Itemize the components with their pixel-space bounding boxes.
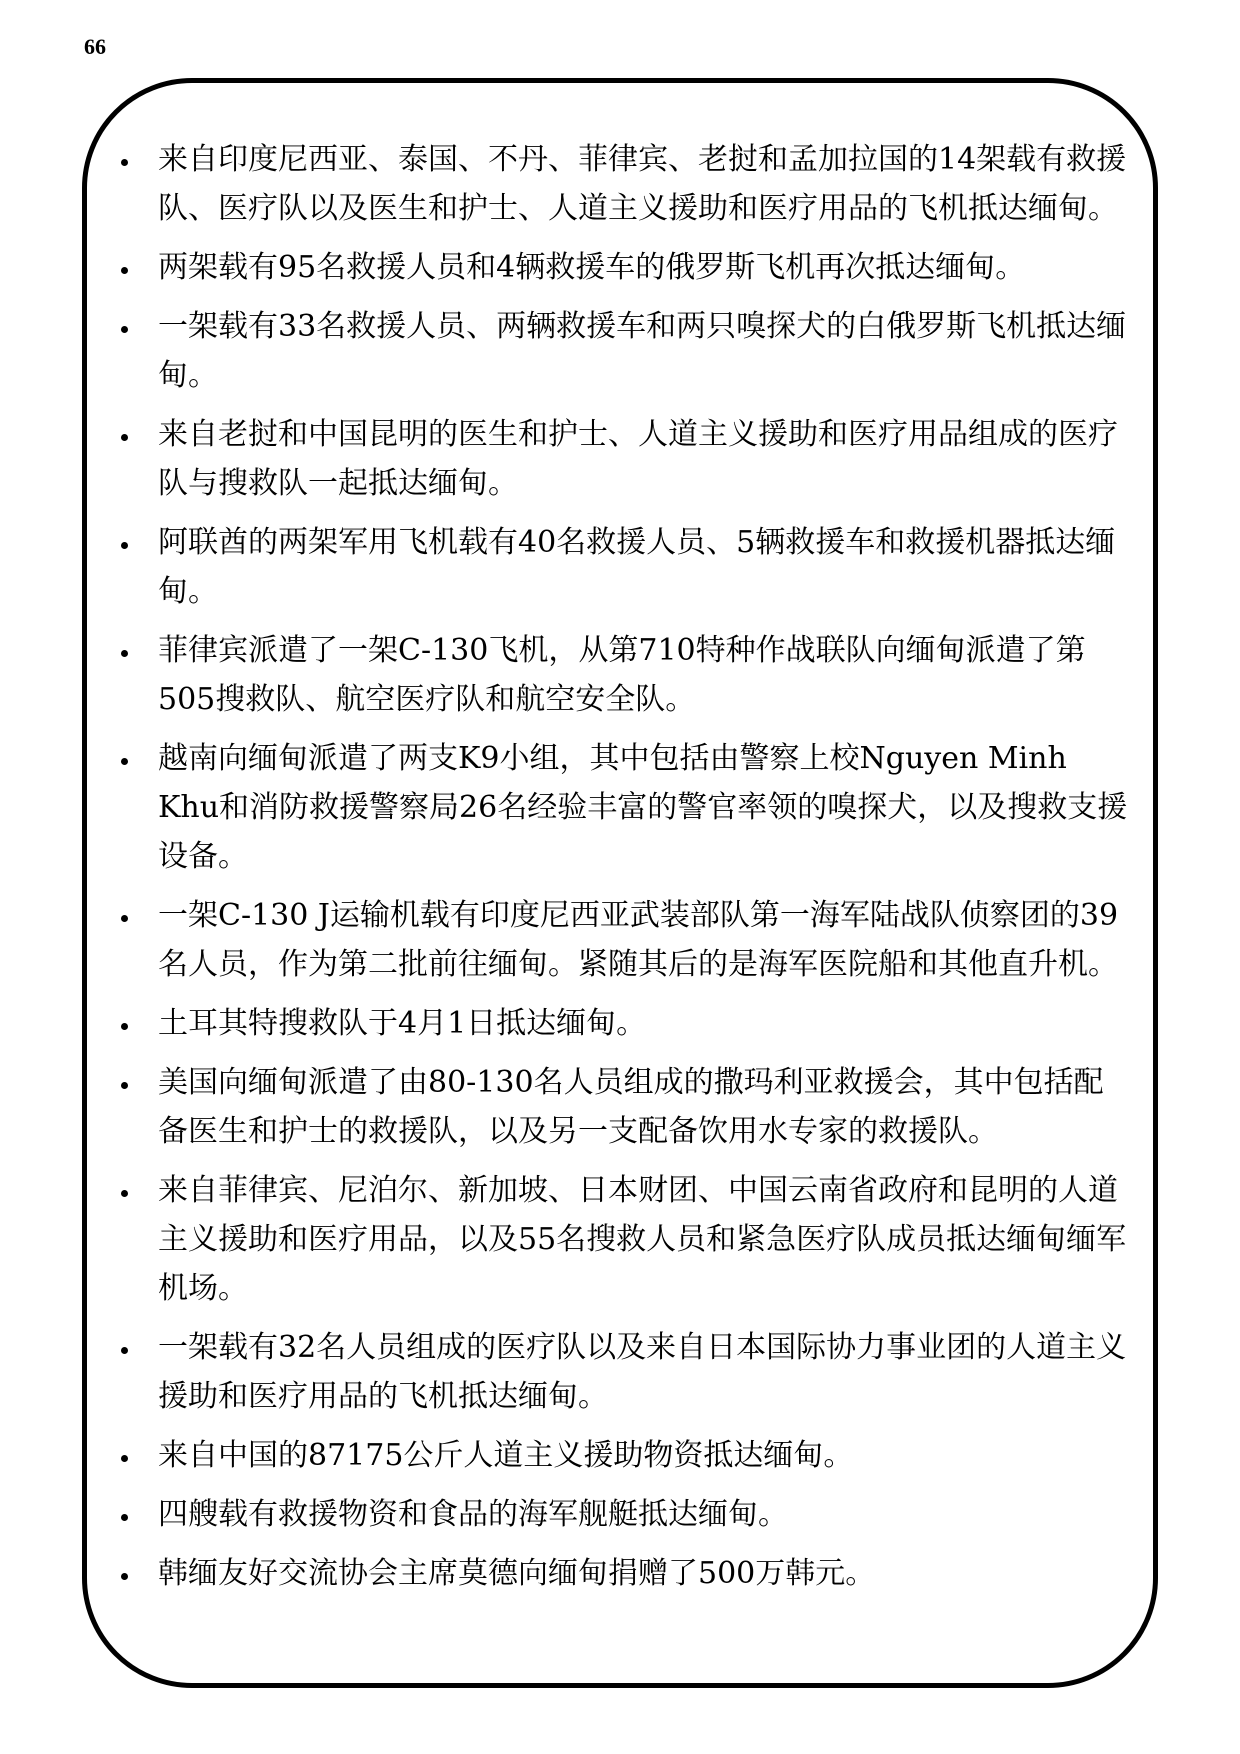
list-item-text: 美国向缅甸派遣了由80-130名人员组成的撒玛利亚救援会，其中包括配备医生和护士的救援队，以及另一支配备饮用水专家的救援队。 [158,1065,1104,1149]
list-item [112,135,1132,233]
bullet-icon [121,758,128,765]
bullet-icon [121,650,128,657]
bullet-icon [121,1023,128,1030]
bullet-icon [121,1190,128,1197]
list-item [112,243,1132,292]
bullet-icon [121,915,128,922]
list-item [112,1323,1132,1421]
list-item-text: 来自印度尼西亚、泰国、不丹、菲律宾、老挝和孟加拉国的14架载有救援队、医疗队以及医生和护士、人道主义援助和医疗用品的飞机抵达缅甸。 [158,142,1127,226]
list-item [112,891,1132,989]
list-item [112,1166,1132,1313]
list-item [112,1431,1132,1480]
list-item-text: 两架载有95名救援人员和4辆救援车的俄罗斯飞机再次抵达缅甸。 [158,250,1026,285]
list-item [112,1058,1132,1156]
list-item [112,410,1132,508]
bullet-icon [121,1082,128,1089]
list-item-text: 来自老挝和中国昆明的医生和护士、人道主义援助和医疗用品组成的医疗队与搜救队一起抵达缅甸。 [158,417,1118,501]
bullet-icon [121,1573,128,1580]
list-item-text: 土耳其特搜救队于4月1日抵达缅甸。 [158,1006,647,1041]
list-item [112,734,1132,881]
bullet-icon [121,326,128,333]
list-item-text: 一架C-130 J运输机载有印度尼西亚武装部队第一海军陆战队侦察团的39名人员，作为第二批前往缅甸。紧随其后的是海军医院船和其他直升机。 [158,898,1119,982]
list-item-text: 一架载有32名人员组成的医疗队以及来自日本国际协力事业团的人道主义援助和医疗用品的飞机抵达缅甸。 [158,1330,1127,1414]
page-number: 66 [84,34,106,59]
list-item [112,302,1132,400]
list-item-text: 越南向缅甸派遣了两支K9小组，其中包括由警察上校Nguyen Minh Khu和消防救援警察局26名经验丰富的警官率领的嗅探犬，以及搜救支援设备。 [158,741,1128,874]
list-item [112,1490,1132,1539]
list-item-text: 菲律宾派遣了一架C-130飞机，从第710特种作战联队向缅甸派遣了第505搜救队、航空医疗队和航空安全队。 [158,633,1086,717]
bullet-icon [121,434,128,441]
bullet-icon [121,159,128,166]
list-item [112,1549,1132,1598]
list-item [112,626,1132,724]
bullet-icon [121,1347,128,1354]
list-item-text: 韩缅友好交流协会主席莫德向缅甸捐赠了500万韩元。 [158,1556,876,1591]
bullet-icon [121,1455,128,1462]
bullet-icon [121,267,128,274]
list-item-text: 一架载有33名救援人员、两辆救援车和两只嗅探犬的白俄罗斯飞机抵达缅甸。 [158,309,1127,393]
list-item [112,518,1132,616]
bullet-icon [121,1514,128,1521]
list-item [112,999,1132,1048]
list-item-text: 来自中国的87175公斤人道主义援助物资抵达缅甸。 [158,1438,854,1473]
list-item-text: 四艘载有救援物资和食品的海军舰艇抵达缅甸。 [158,1497,788,1532]
list-item-text: 来自菲律宾、尼泊尔、新加坡、日本财团、中国云南省政府和昆明的人道主义援助和医疗用品，以及55名搜救人员和紧急医疗队成员抵达缅甸缅军机场。 [158,1173,1127,1306]
list-item-text: 阿联酋的两架军用飞机载有40名救援人员、5辆救援车和救援机器抵达缅甸。 [158,525,1116,609]
relief-arrivals-list [112,135,1132,1608]
bullet-icon [121,542,128,549]
